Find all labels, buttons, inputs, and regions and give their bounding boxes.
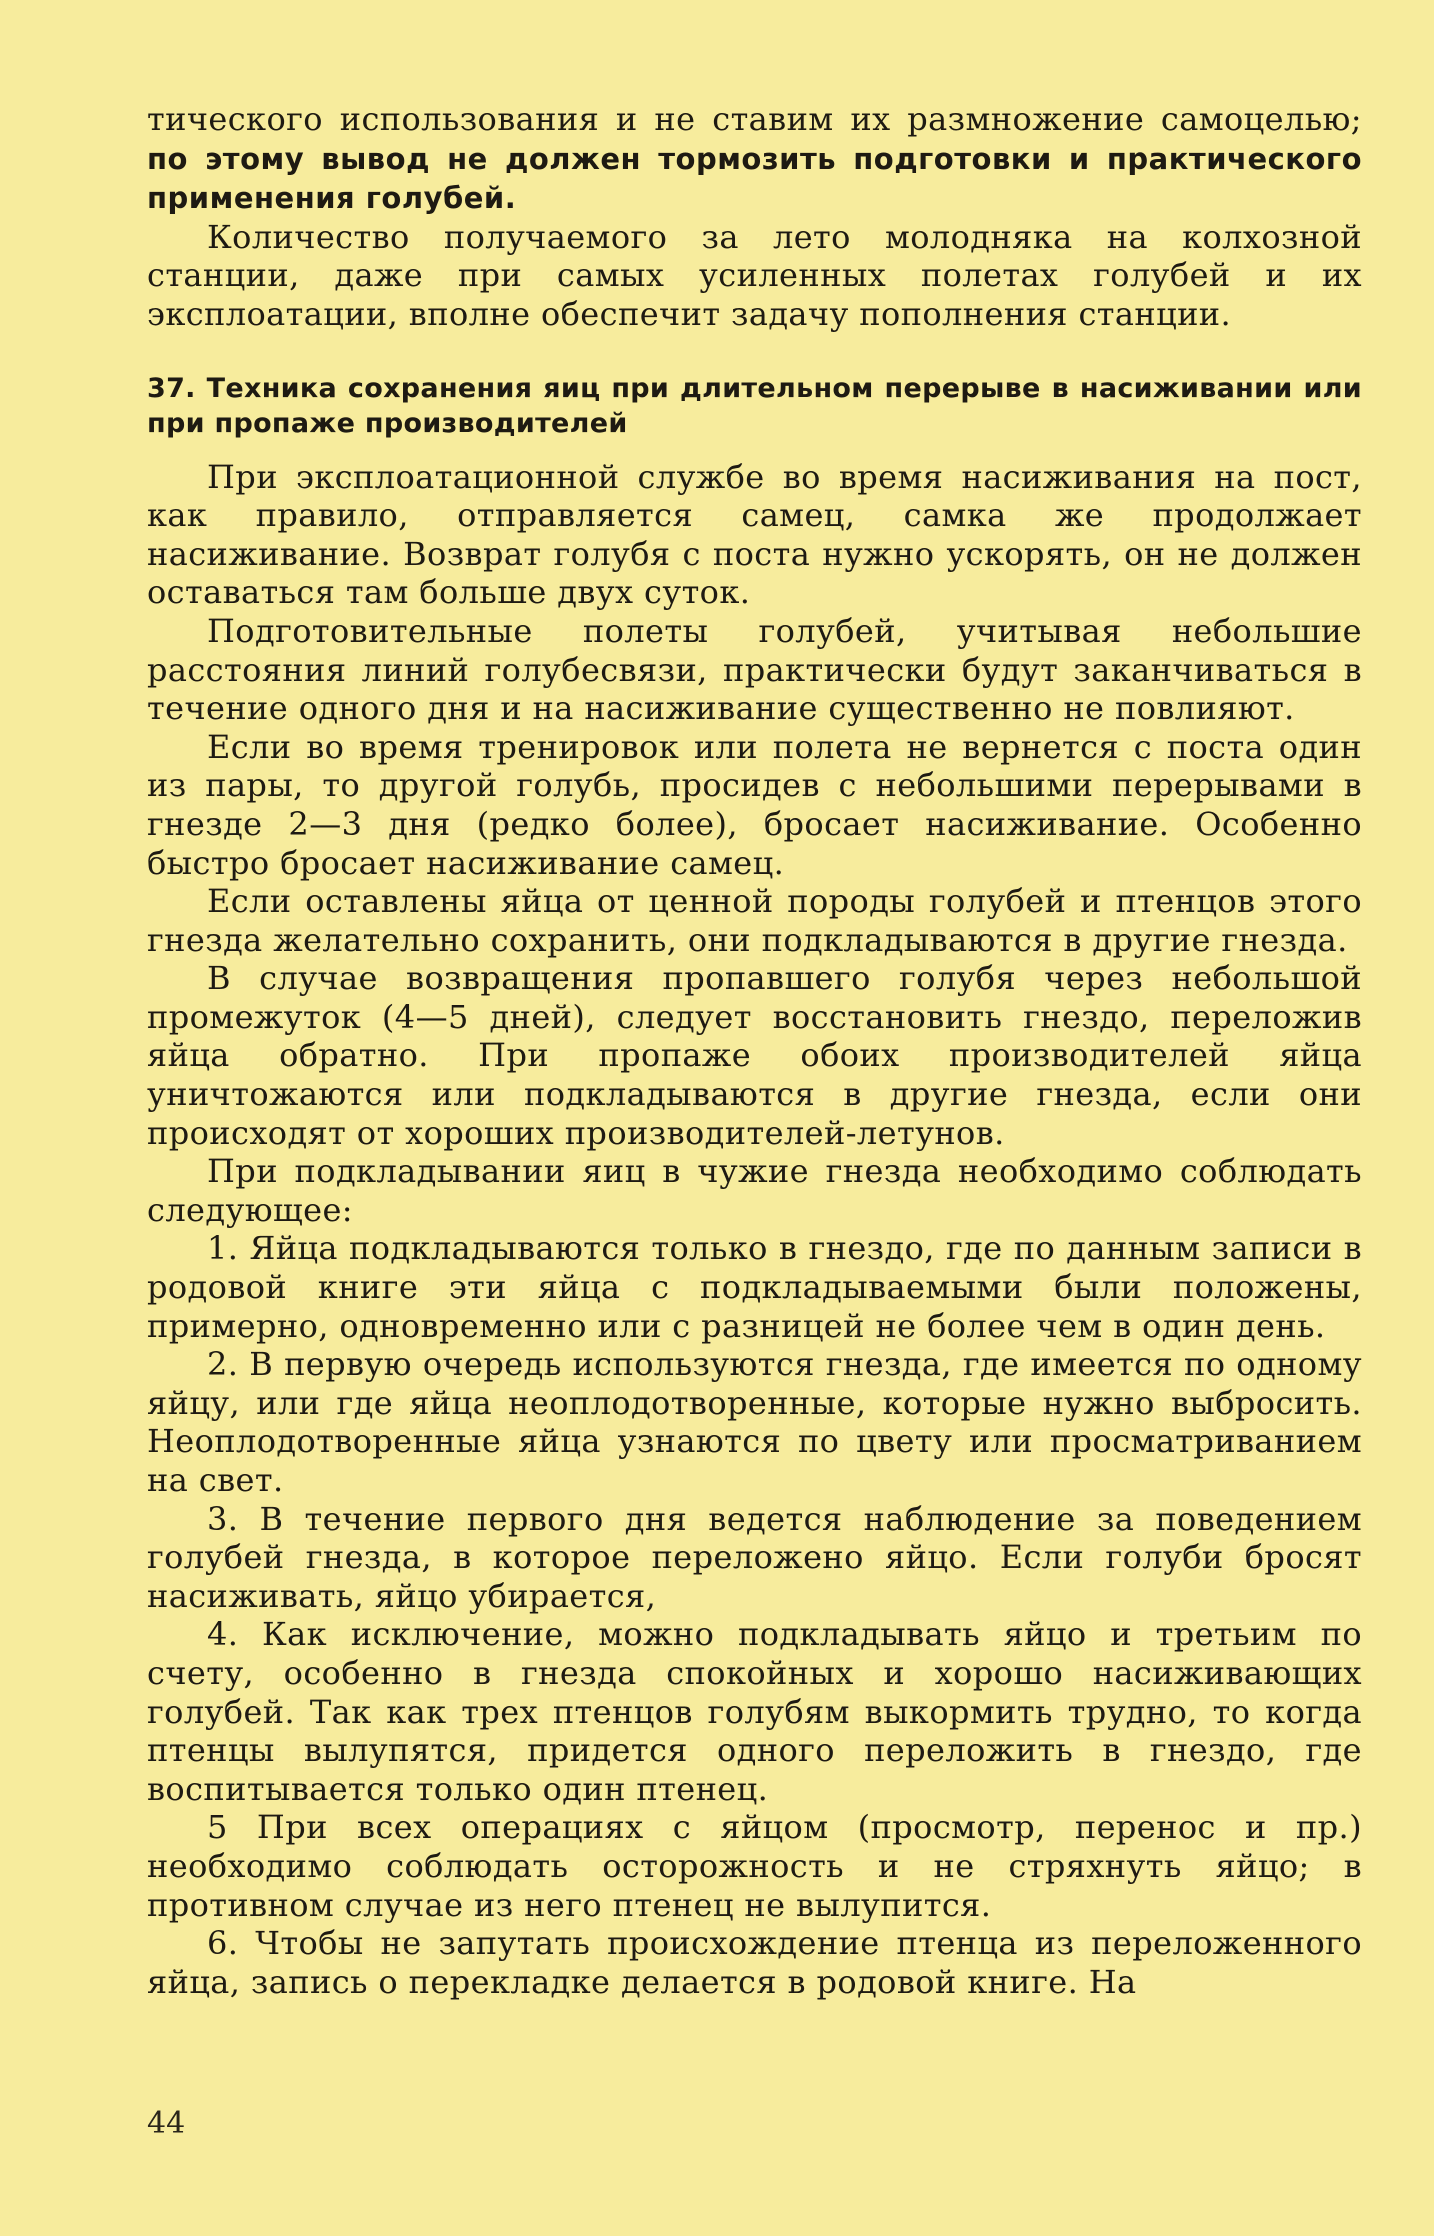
paragraph-return-of-pigeon: В случае возвращения пропавшего голубя через небольшой промежуток (4—5 дней), следует восстановить гнездо, переложив яйца обратно. При пропаже обоих производителей яйца уничтожаются или подкладываются в другие гнезда, если они происходят от хороших производителей-летунов. xyxy=(147,959,1362,1152)
list-item-1: 1. Яйца подкладываются только в гнездо, где по данным записи в родовой книге эти яйца с подкладываемыми были положены, примерно, одновременно или с разницей не более чем в один день. xyxy=(147,1229,1362,1345)
intro-paragraph xyxy=(147,100,1362,218)
document-page xyxy=(147,100,1362,2001)
section-heading-37: 37. Техника сохранения яиц при длительном перерыве в насиживании или при пропаже производителей xyxy=(147,372,1362,439)
page-number: 44 xyxy=(147,2106,186,2141)
list-item-5: 5 При всех операциях с яйцом (просмотр, перенос и пр.) необходимо соблюдать осторожность и не стряхнуть яйцо; в противном случае из него птенец не вылупится. xyxy=(147,1808,1362,1924)
list-item-6: 6. Чтобы не запутать происхождение птенца из переложенного яйца, запись о перекладке делается в родовой книге. На xyxy=(147,1924,1362,2001)
list-item-4: 4. Как исключение, можно подкладывать яйцо и третьим по счету, особенно в гнезда спокойных и хорошо насиживающих голубей. Так как трех птенцов голубям выкормить трудно, то когда птенцы вылупятся, придется одного переложить в гнездо, где воспитывается только один птенец. xyxy=(147,1615,1362,1808)
paragraph-service-incubation: При эксплоатационной службе во время насиживания на пост, как правило, отправляется самец, самка же продолжает насиживание. Возврат голубя с поста нужно ускорять, он не должен оставаться там больше двух суток. xyxy=(147,457,1362,612)
list-item-3: 3. В течение первого дня ведется наблюдение за поведением голубей гнезда, в которое переложено яйцо. Если голуби бросят насиживать, яйцо убирается, xyxy=(147,1499,1362,1615)
list-item-2: 2. В первую очередь используются гнезда, где имеется по одному яйцу, или где яйца неоплодотворенные, которые нужно выбросить. Неоплодотворенные яйца узнаются по цвету или просматриванием на свет. xyxy=(147,1345,1362,1499)
paragraph-preparatory-flights: Подготовительные полеты голубей, учитывая небольшие расстояния линий голубесвязи, практически будут заканчиваться в течение одного дня и на насиживание существенно не повлияют. xyxy=(147,611,1362,728)
intro-bold-text: по этому вывод не должен тормозить подготовки и практического применения голубей. xyxy=(147,141,1362,216)
paragraph-rules-intro: При подкладывании яиц в чужие гнезда необходимо соблюдать следующее: xyxy=(147,1152,1362,1229)
paragraph-station-youngsters: Количество получаемого за лето молодняка на колхозной станции, даже при самых усиленных полетах голубей и их эксплоатации, вполне обеспечит задачу пополнения станции. xyxy=(147,217,1362,333)
intro-text: тического использования и не ставим их размножение самоцелью; xyxy=(147,100,1362,138)
paragraph-valuable-eggs: Если оставлены яйца от ценной породы голубей и птенцов этого гнезда желательно сохранить, они подкладываются в другие гнезда. xyxy=(147,882,1362,959)
paragraph-pair-loss: Если во время тренировок или полета не вернется с поста один из пары, то другой голубь, просидев с небольшими перерывами в гнезде 2—3 дня (редко более), бросает насиживание. Особенно быстро бросает насиживание самец. xyxy=(147,727,1362,882)
